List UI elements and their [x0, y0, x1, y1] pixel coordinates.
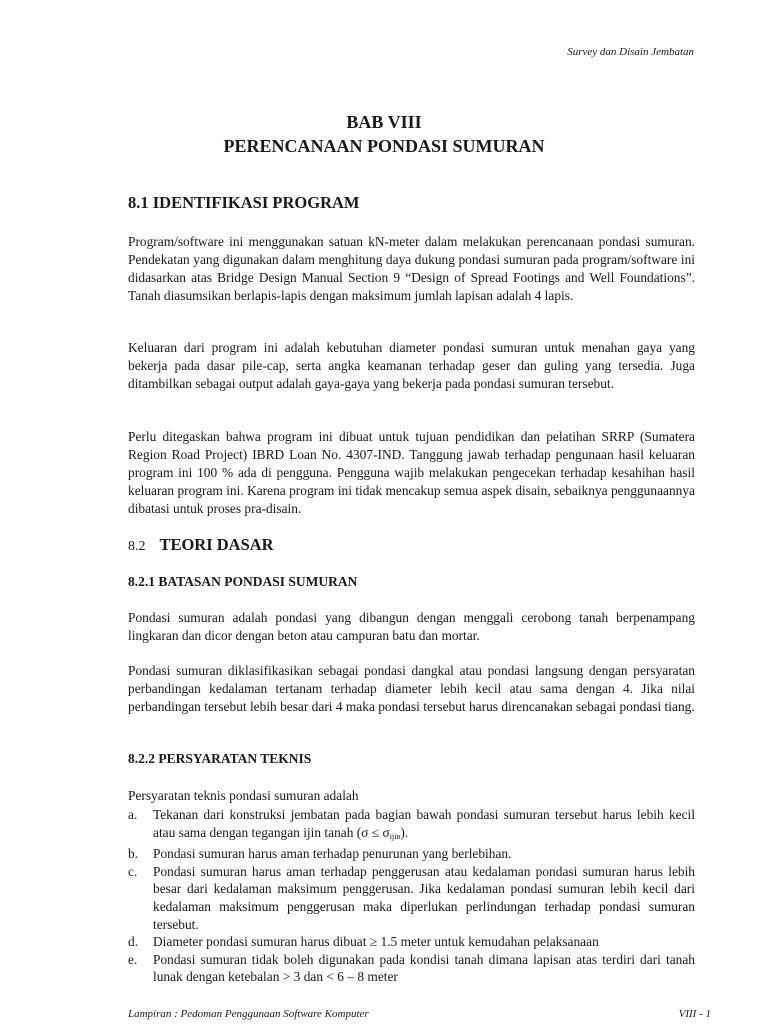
chapter-label: BAB VIII: [346, 112, 422, 132]
list-item-text: Pondasi sumuran tidak boleh digunakan pada kondisi tanah dimana lapisan atas terdiri dari tanah lunak dengan ketebalan > 3 dan < 6 – 8 meter: [153, 951, 695, 985]
para-8-1-2: Keluaran dari program ini adalah kebutuhan diameter pondasi sumuran untuk menahan gaya yang bekerja pada dasar pile-cap, serta angka keamanan terhadap geser dan guling yang tersedia. Juga ditambilkan sebagai output adalah gaya-gaya yang bekerja pada pondasi sumuran tersebut.: [128, 340, 695, 391]
list-item-suffix: ).: [400, 824, 409, 840]
list-item: [128, 845, 695, 863]
list-item-text: Diameter pondasi sumuran harus dibuat ≥ 1.5 meter untuk kemudahan pelaksanaan: [153, 934, 599, 950]
section-8-2-2-heading: 8.2.2 PERSYARATAN TEKNIS: [128, 751, 312, 766]
list-item: [128, 806, 695, 845]
para-8-1-3: Perlu ditegaskan bahwa program ini dibuat untuk tujuan pendidikan dan pelatihan SRRP (Sumatera Region Road Project) IBRD Loan No. 4307-IND. Tanggung jawab terhadap pengunaan hasil keluaran program ini 100 % ada di pengguna. Pengguna wajib melakukan pengecekan terhadap kesahihan hasil keluaran program ini. Karena program ini tidak mencakup semua aspek disain, sebaiknya penggunaannya dibatasi untuk proses pra-disain.: [128, 429, 695, 516]
list-item-label: c.: [128, 863, 138, 879]
footer-left: Lampiran : Pedoman Penggunaan Software Komputer: [128, 1008, 369, 1020]
requirements-list: [128, 806, 695, 986]
section-8-2-1-heading: 8.2.1 BATASAN PONDASI SUMURAN: [128, 574, 358, 589]
chapter-title: PERENCANAAN PONDASI SUMURAN: [223, 136, 545, 156]
list-item-label: b.: [128, 846, 139, 862]
section-8-2-number: 8.2: [128, 539, 146, 554]
list-item-text: Pondasi sumuran harus aman terhadap penurunan yang berlebihan.: [153, 846, 512, 862]
para-8-2-1-1: Pondasi sumuran adalah pondasi yang dibangun dengan menggali cerobong tanah berpenampang lingkaran dan dicor dengan beton atau campuran batu dan mortar.: [128, 610, 695, 643]
list-item-label: a.: [128, 807, 138, 822]
section-8-2-title: TEORI DASAR: [159, 535, 274, 554]
running-header: Survey dan Disain Jembatan: [567, 46, 694, 58]
list-item: [128, 951, 695, 986]
section-8-1-heading: 8.1 IDENTIFIKASI PROGRAM: [128, 193, 360, 212]
list-item-text: Tekanan dari konstruksi jembatan pada bagian bawah pondasi sumuran tersebut harus lebih kecil atau sama dengan tegangan ijin tanah (σ ≤ σ: [153, 807, 695, 840]
list-item-text: Pondasi sumuran harus aman terhadap penggerusan atau kedalaman pondasi sumuran harus lebih besar dari kedalaman maksimum penggerusan. Jika kedalaman pondasi sumuran lebih kecil dari kedalaman maksimum penggerusan maka diperlukan perlindungan terhadap pondasi sumuran tersebut.: [153, 863, 695, 932]
para-8-2-1-2: Pondasi sumuran diklasifikasikan sebagai pondasi dangkal atau pondasi langsung dengan persyaratan perbandingan kedalaman tertanam terhadap diameter lebih kecil atau sama dengan 4. Jika nilai perbandingan tersebut lebih besar dari 4 maka pondasi tersebut harus direncanakan sebagai pondasi tiang.: [128, 663, 695, 714]
list-item: [128, 933, 695, 951]
list-item-label: d.: [128, 934, 139, 950]
para-8-1-1: Program/software ini menggunakan satuan kN-meter dalam melakukan perencanaan pondasi sumuran. Pendekatan yang digunakan dalam menghitung daya dukung pondasi sumuran pada program/software ini didasarkan atas Bridge Design Manual Section 9 “Design of Spread Footings and Well Foundations”. Tanah diasumsikan berlapis-lapis dengan maksimum jumlah lapisan adalah 4 lapis.: [128, 234, 695, 303]
list-item-label: e.: [128, 951, 138, 967]
requirements-intro: Persyaratan teknis pondasi sumuran adalah: [128, 788, 359, 803]
list-item: [128, 863, 695, 933]
section-8-2-heading: [128, 535, 274, 555]
sigma-subscript: ijin: [389, 831, 401, 841]
page-number: VIII - 1: [678, 1008, 711, 1020]
